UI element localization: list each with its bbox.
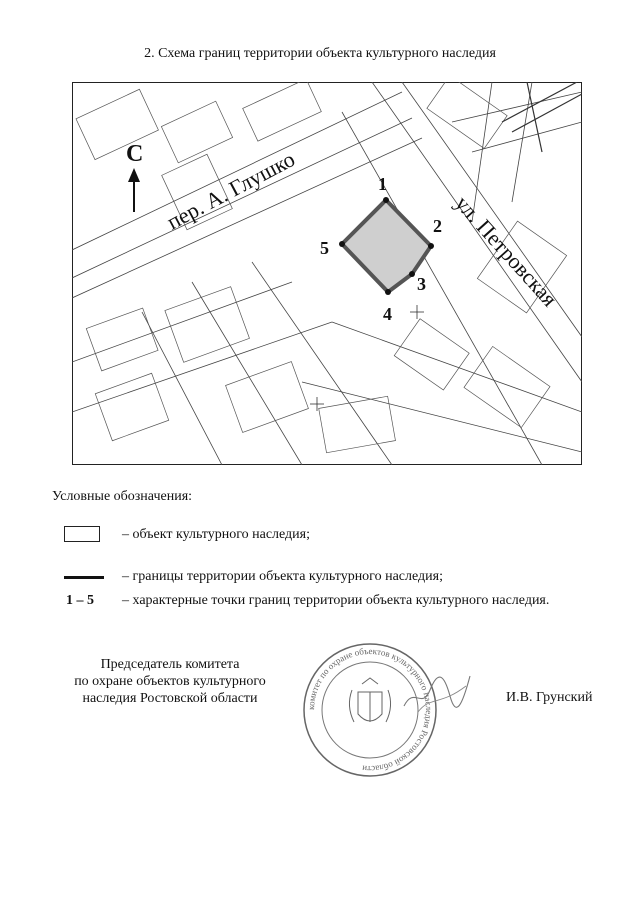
document-title: 2. Схема границ территории объекта культурного наследия — [144, 46, 496, 61]
point-label-1: 1 — [378, 174, 387, 194]
stamp-text: комитет по охране объектов культурного наследия Ростовской области — [305, 645, 435, 775]
legend-item-text: – границы территории объекта культурного наследия; — [122, 569, 443, 584]
handwritten-signature — [400, 666, 472, 716]
position-line-1: Председатель комитета — [100, 657, 240, 672]
legend-item-boundary — [52, 566, 612, 588]
point-label-3: 3 — [417, 274, 426, 294]
legend-heading: Условные обозначения: — [52, 489, 193, 504]
coat-of-arms-icon — [349, 678, 390, 722]
position-line-2: по охране объектов культурного — [74, 674, 266, 689]
legend-range-symbol: 1 – 5 — [66, 593, 94, 608]
legend-item-text: – объект культурного наследия; — [122, 527, 310, 542]
position-line-3: наследия Ростовской области — [82, 691, 258, 706]
legend-item-points — [52, 590, 612, 612]
point-label-2: 2 — [433, 216, 442, 236]
point-label-5: 5 — [320, 238, 329, 258]
signatory-position — [70, 656, 270, 707]
signatory-name: И.В. Грунский — [506, 690, 593, 705]
point-label-4: 4 — [383, 304, 392, 324]
legend-box-symbol — [64, 526, 100, 542]
north-label: С — [126, 141, 144, 167]
site-map — [72, 82, 582, 465]
street-label-glushko: пер. А. Глушко — [162, 146, 299, 235]
legend-item-text: – характерные точки границ территории объекта культурного наследия. — [122, 593, 550, 608]
legend-item-heritage-object — [52, 524, 612, 546]
street-label-petrovskaya: ул. Петровская — [450, 190, 563, 312]
legend-line-symbol — [64, 576, 104, 579]
